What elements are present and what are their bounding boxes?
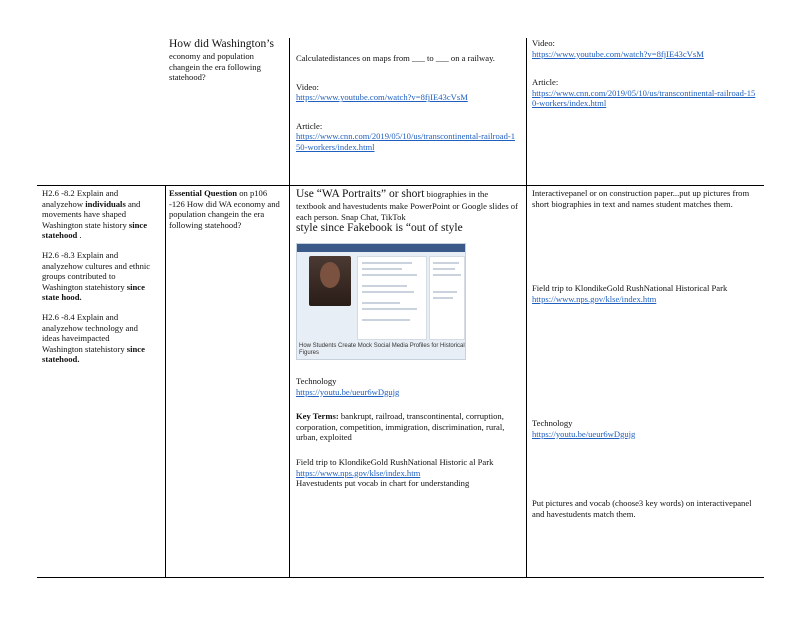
interactive-panel-text: Interactivepanel or on construction paper...put up pictures from short biographies in text and names student matches them. — [532, 188, 750, 209]
technology-link[interactable]: https://youtu.be/ueur6wDgujg — [296, 386, 400, 397]
divider-col4-left-row1 — [526, 38, 527, 186]
standard-8-3 — [42, 250, 152, 303]
fakebook-style-note: style since Fakebook is “out of style — [296, 222, 463, 235]
mock-social-profile-image — [296, 243, 466, 360]
standard-8-2-text: H2.6 -8.2 Explain and analyzehow — [42, 188, 119, 209]
standard-8-3-text: H2.6 -8.3 Explain and analyzehow cultures and ethnic groups contributed to Washington statehistory — [42, 249, 151, 292]
video-label: Video: — [532, 38, 555, 48]
row2-resources-cell — [532, 188, 757, 209]
row2-pictures-vocab — [532, 498, 757, 519]
table-bottom-border — [37, 577, 764, 578]
row2-activities-lower — [296, 376, 518, 489]
field-trip-link[interactable]: https://www.nps.gov/klse/index.htm — [532, 293, 657, 304]
question-heading: How did Washington’s — [169, 38, 274, 50]
standard-8-2-text-2: and movements have shaped Washington state history — [42, 198, 141, 230]
divider-col3-left-row1 — [289, 38, 290, 186]
profile-side-panel — [429, 256, 465, 340]
row1-activities-cell — [296, 53, 518, 153]
standard-8-4 — [42, 312, 152, 365]
wa-portraits-text: biographies in the textbook and havestudents make PowerPoint or Google slides of each person. Snap Chat, TikTok — [296, 189, 518, 222]
pictures-vocab-text: Put pictures and vocab (choose3 key words) on interactivepanel and havestudents match them. — [532, 498, 752, 519]
technology-label: Technology — [532, 418, 573, 428]
row2-essential-question-cell — [169, 188, 281, 230]
article-label: Article: — [296, 120, 323, 131]
profile-header-bar — [297, 244, 465, 252]
video-link[interactable]: https://www.youtube.com/watch?v=8fjIE43cVsM — [296, 92, 468, 103]
video-label: Video: — [296, 81, 319, 92]
field-trip-link[interactable]: https://www.nps.gov/klse/index.htm — [296, 467, 421, 478]
standard-8-2-bold-2: since statehood — [42, 219, 148, 241]
divider-col4-left-row2 — [526, 185, 527, 578]
essential-question-text: on p106 -126 How did WA economy and population changein the era following statehood? — [169, 188, 280, 230]
divider-col3-left-row2 — [289, 185, 290, 578]
profile-info-panel — [357, 256, 427, 340]
key-terms-label: Key Terms: — [296, 411, 339, 422]
row2-field-trip — [532, 283, 757, 304]
profile-face — [320, 262, 340, 288]
standard-8-2 — [42, 188, 152, 241]
row1-question-cell — [169, 38, 281, 83]
row2-activities-cell — [296, 188, 518, 235]
question-text: economy and population changein the era following statehood? — [169, 51, 261, 83]
wa-portraits-activity — [296, 188, 518, 222]
field-trip-text: Field trip to KlondikeGold RushNational Historic al Park — [296, 456, 494, 467]
row2-standards-cell — [42, 188, 152, 374]
standard-8-4-bold: since statehood. — [42, 343, 145, 365]
row1-resources-cell — [532, 38, 757, 109]
field-trip-text: Field trip to KlondikeGold RushNational Historical Park — [532, 283, 728, 293]
row-divider — [37, 185, 764, 186]
standard-8-2-end: . — [77, 230, 82, 241]
standard-8-3-bold: since state hood. — [42, 281, 145, 303]
standard-8-4-text: H2.6 -8.4 Explain and analyzehow technology and ideas haveimpacted Washington statehistory — [42, 311, 138, 354]
article-link[interactable]: https://www.cnn.com/2019/05/10/us/transcontinental-railroad-150-workers/index.html — [532, 87, 756, 109]
video-link[interactable]: https://www.youtube.com/watch?v=8fjIE43cVsM — [532, 48, 704, 59]
row2-technology — [532, 418, 757, 439]
technology-label: Technology — [296, 376, 337, 386]
wa-portraits-heading: Use “WA Portraits” or short — [296, 188, 425, 200]
key-terms — [296, 411, 518, 443]
image-caption: How Students Create Mock Social Media Profiles for Historical Figures — [299, 343, 465, 356]
calculate-distances-text: Calculatedistances on maps from ___ to ___ on a railway. — [296, 53, 495, 63]
article-link[interactable]: https://www.cnn.com/2019/05/10/us/transcontinental-railroad-150-workers/index.html — [296, 131, 516, 152]
divider-col2-left-row2 — [165, 185, 166, 578]
key-terms-text: bankrupt, railroad, transcontinental, corruption, corporation, competition, immigration, discrimination, rural, urban, exploited — [296, 411, 505, 443]
technology-link[interactable]: https://youtu.be/ueur6wDgujg — [532, 428, 636, 439]
article-label: Article: — [532, 77, 559, 88]
essential-question-label: Essential Question — [169, 188, 238, 198]
vocab-chart-text: Havestudents put vocab in chart for understanding — [296, 478, 470, 489]
standard-8-2-bold: individuals — [85, 198, 126, 209]
